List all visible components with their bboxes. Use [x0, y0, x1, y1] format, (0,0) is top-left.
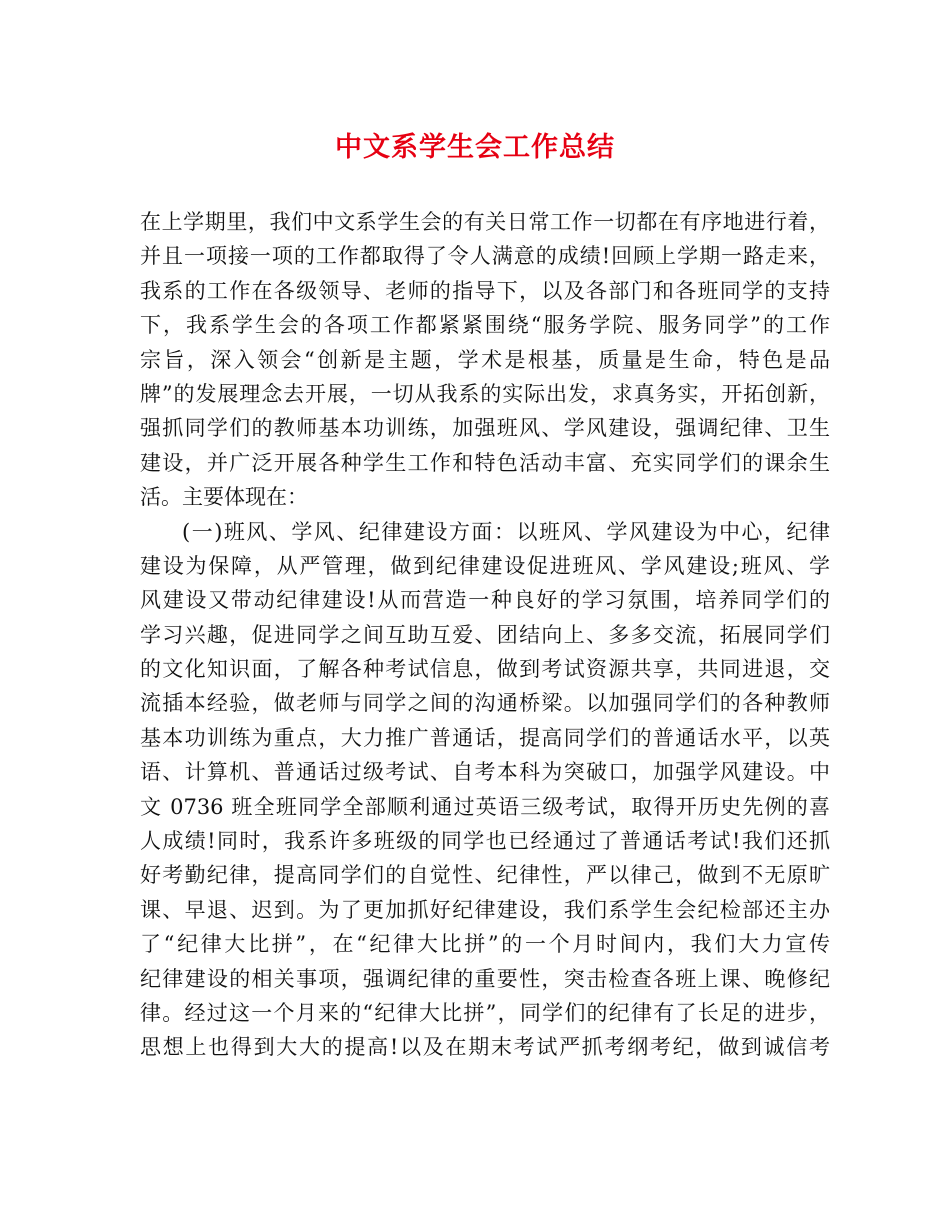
text-line: 下，我系学生会的各项工作都紧紧围绕“服务学院、服务同学”的工作	[140, 313, 830, 338]
text-line: 好考勤纪律，提高同学们的自觉性、纪律性，严以律己，做到不无原旷	[140, 863, 830, 888]
text-line: 纪律建设的相关事项，强调纪律的重要性，突击检查各班上课、晚修纪	[140, 966, 830, 991]
text-line: 建设为保障，从严管理，做到纪律建设促进班风、学风建设;班风、学	[140, 553, 830, 578]
text-line: 在上学期里，我们中文系学生会的有关日常工作一切都在有序地进行着，	[140, 210, 830, 234]
document-body	[140, 205, 830, 1065]
text-line: 牌”的发展理念去开展，一切从我系的实际出发，求真务实，开拓创新，	[140, 381, 830, 406]
text-line: 宗旨，深入领会“创新是主题，学术是根基，质量是生命，特色是品	[140, 347, 830, 372]
text-line: 的文化知识面，了解各种考试信息，做到考试资源共享，共同进退，交	[140, 657, 830, 682]
text-line: 人成绩!同时，我系许多班级的同学也已经通过了普通话考试!我们还抓	[140, 829, 830, 854]
text-line: 我系的工作在各级领导、老师的指导下，以及各部门和各班同学的支持	[140, 278, 830, 303]
text-line: 并且一项接一项的工作都取得了令人满意的成绩!回顾上学期一路走来，	[140, 244, 830, 269]
text-line: 语、计算机、普通话过级考试、自考本科为突破口，加强学风建设。中	[140, 760, 830, 785]
text-line: 思想上也得到大大的提高!以及在期末考试严抓考纲考纪，做到诚信考	[140, 1035, 830, 1060]
text-line: (一)班风、学风、纪律建设方面：以班风、学风建设为中心，纪律	[182, 519, 830, 544]
text-line: 建设，并广泛开展各种学生工作和特色活动丰富、充实同学们的课余生	[140, 450, 830, 475]
text-line: 课、早退、迟到。为了更加抓好纪律建设，我们系学生会纪检部还主办	[140, 897, 830, 922]
text-line: 风建设又带动纪律建设!从而营造一种良好的学习氛围，培养同学们的	[140, 588, 830, 613]
text-line: 学习兴趣，促进同学之间互助互爱、团结向上、多多交流，拓展同学们	[140, 622, 830, 647]
text-line: 了“纪律大比拼”，在“纪律大比拼”的一个月时间内，我们大力宣传	[140, 932, 830, 957]
document-title: 中文系学生会工作总结	[335, 132, 615, 163]
text-line: 文 0736 班全班同学全部顺利通过英语三级考试，取得开历史先例的喜	[140, 794, 830, 819]
text-line: 基本功训练为重点，大力推广普通话，提高同学们的普通话水平，以英	[140, 725, 830, 750]
text-line: 流插本经验，做老师与同学之间的沟通桥梁。以加强同学们的各种教师	[140, 691, 830, 716]
text-line: 活。主要体现在：	[140, 485, 308, 510]
text-line: 律。经过这一个月来的“纪律大比拼”，同学们的纪律有了长足的进步，	[140, 1000, 830, 1025]
text-line: 强抓同学们的教师基本功训练，加强班风、学风建设，强调纪律、卫生	[140, 416, 830, 441]
